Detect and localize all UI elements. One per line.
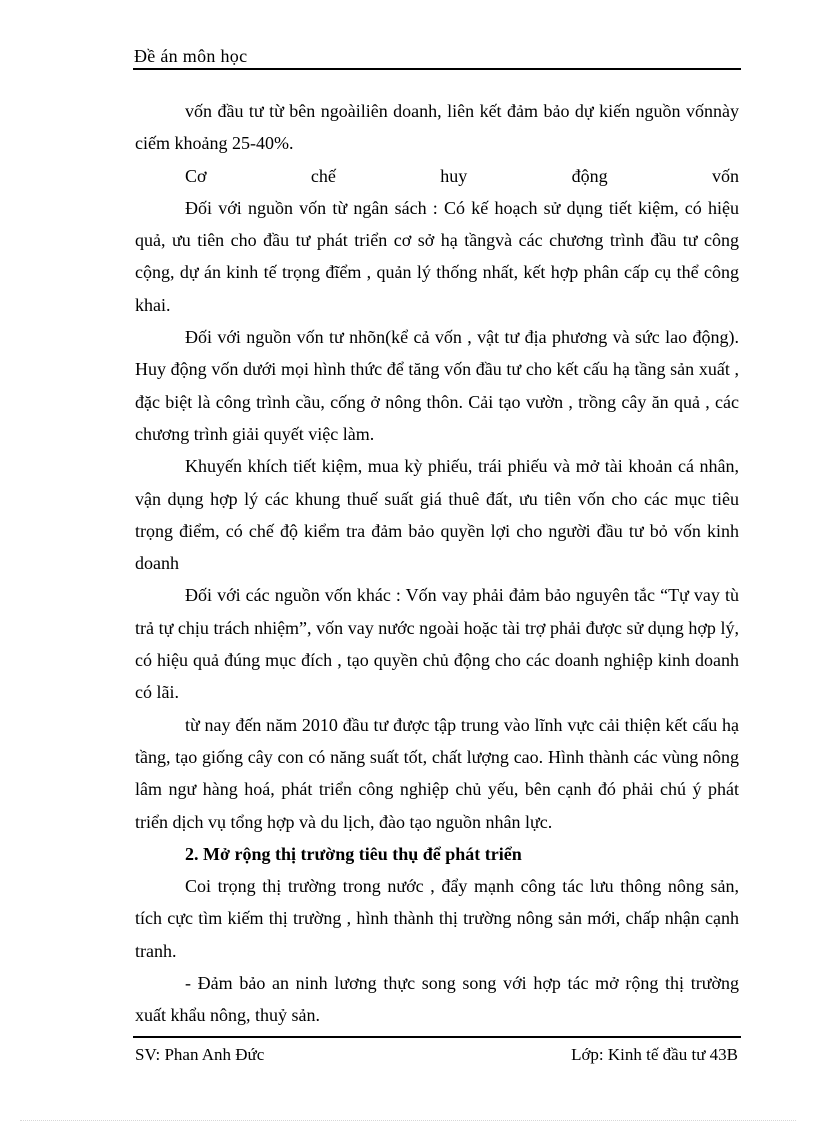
- document-body: [135, 95, 739, 1032]
- header-divider: [133, 68, 741, 70]
- paragraph-other-sources: Đối với các nguồn vốn khác : Vốn vay phải đảm bảo nguyên tắc “Tự vay tù trả tự chịu trách nhiệm”, vốn vay nước ngoài hoặc tài trợ phải được sử dụng hợp lý, có hiệu quả đúng mục đích , tạo quyền chủ động cho các doanh nghiệp kinh doanh có lãi.: [135, 585, 739, 703]
- paragraph-savings-incentives: Khuyến khích tiết kiệm, mua kỳ phiếu, trái phiếu và mở tài khoản cá nhân, vận dụng hợp lý các khung thuế suất giá thuê đất, ưu tiên vốn cho các mục tiêu trọng điểm, có chế độ kiểm tra đảm bảo quyền lợi cho người đầu tư bỏ vốn kinh doanh: [135, 456, 739, 574]
- footer-class-name: Lớp: Kinh tế đầu tư 43B: [571, 1045, 738, 1064]
- paragraph-domestic-market: Coi trọng thị trường trong nước , đẩy mạnh công tác lưu thông nông sản, tích cực tìm kiếm thị trường , hình thành thị trường nông sản mới, chấp nhận cạnh tranh.: [135, 876, 739, 961]
- paragraph-private-capital: Đối với nguồn vốn tư nhõn(kể cả vốn , vật tư địa phương và sức lao động). Huy động vốn dưới mọi hình thức để tăng vốn đầu tư cho kết cấu hạ tầng sản xuất , đặc biệt là công trình cầu, cống ở nông thôn. Cải tạo vườn , trồng cây ăn quả , các chương trình giải quyết việc làm.: [135, 327, 739, 444]
- section-heading: 2. Mở rộng thị trường tiêu thụ để phát triển: [185, 843, 522, 864]
- paragraph-continuation: vốn đầu tư từ bên ngoàiliên doanh, liên kết đảm bảo dự kiến nguồn vốnnày ciếm khoảng 25-40%.: [135, 101, 739, 154]
- paragraph-capital-mechanism-heading: Cơ chế huy động vốn: [185, 165, 739, 186]
- page-header-title: Đề án môn học: [134, 46, 248, 66]
- footer-divider: [133, 1036, 741, 1038]
- footer-student-name: SV: Phan Anh Đức: [135, 1045, 265, 1064]
- paragraph-state-budget: Đối với nguồn vốn từ ngân sách : Có kế hoạch sử dụng tiết kiệm, có hiệu quả, ưu tiên cho đầu tư phát triển cơ sở hạ tầngvà các chương trình đầu tư công cộng, dự án kinh tế trọng đĩểm , quản lý thống nhất, kết hợp phân cấp cụ thể công khai.: [135, 197, 739, 315]
- page-bottom-edge: [20, 1120, 796, 1121]
- paragraph-2010-plan: từ nay đến năm 2010 đầu tư được tập trung vào lĩnh vực cải thiện kết cấu hạ tầng, tạo giống cây con có năng suất tốt, chất lượng cao. Hình thành các vùng nông lâm ngư hàng hoá, phát triển công nghiệp chủ yếu, bên cạnh đó phải chú ý phát triển dịch vụ tổng hợp và du lịch, đào tạo nguồn nhân lực.: [135, 714, 739, 832]
- paragraph-food-security: - Đảm bảo an ninh lương thực song song với hợp tác mở rộng thị trường xuất khẩu nông, thuỷ sản.: [135, 973, 739, 1026]
